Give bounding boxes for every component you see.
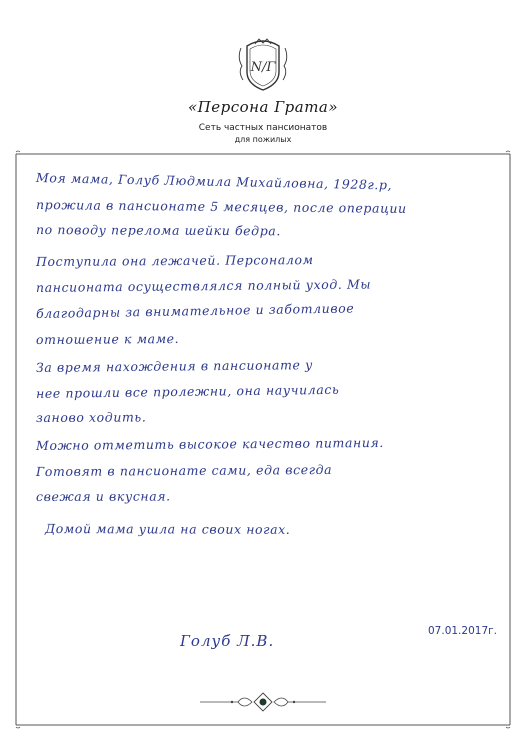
letter-line: Можно отметить высокое качество питания. [35,434,385,453]
letter-line: Домой мама ушла на своих ногах. [44,521,291,537]
svg-text:N/Γ: N/Γ [250,60,276,75]
signature: Голуб Л.В. [180,632,275,650]
letter-line: по поводу перелома шейки бедра. [35,222,281,239]
letter-line: пансионата осуществлялся полный уход. Мы [35,276,372,295]
letter-line: свежая и вкусная. [35,488,171,504]
letter-date: 07.01.2017г. [428,625,497,637]
brand-subtitle-2: для пожилых [234,135,292,144]
letter-line: нее прошли все пролежни, она научилась [35,381,340,401]
letter-line: прожила в пансионате 5 месяцев, после операции [35,197,407,216]
letter-line: Моя мама, Голуб Людмила Михайловна, 1928г.р, [35,170,393,193]
ornament-divider-icon [0,690,526,714]
letter-line: Поступила она лежачей. Персоналом [35,252,314,269]
letter-line: За время нахождения в пансионате у [35,357,314,375]
letter-line: заново ходить. [35,409,147,425]
letter-line: отношение к маме. [35,331,180,347]
letter-line: Готовят в пансионате сами, еда всегда [35,461,333,479]
brand-subtitle: Сеть частных пансионатов [198,123,328,133]
letter-line: благодарны за внимательное и заботливое [35,300,355,321]
brand-name: «Персона Грата» [187,98,339,116]
